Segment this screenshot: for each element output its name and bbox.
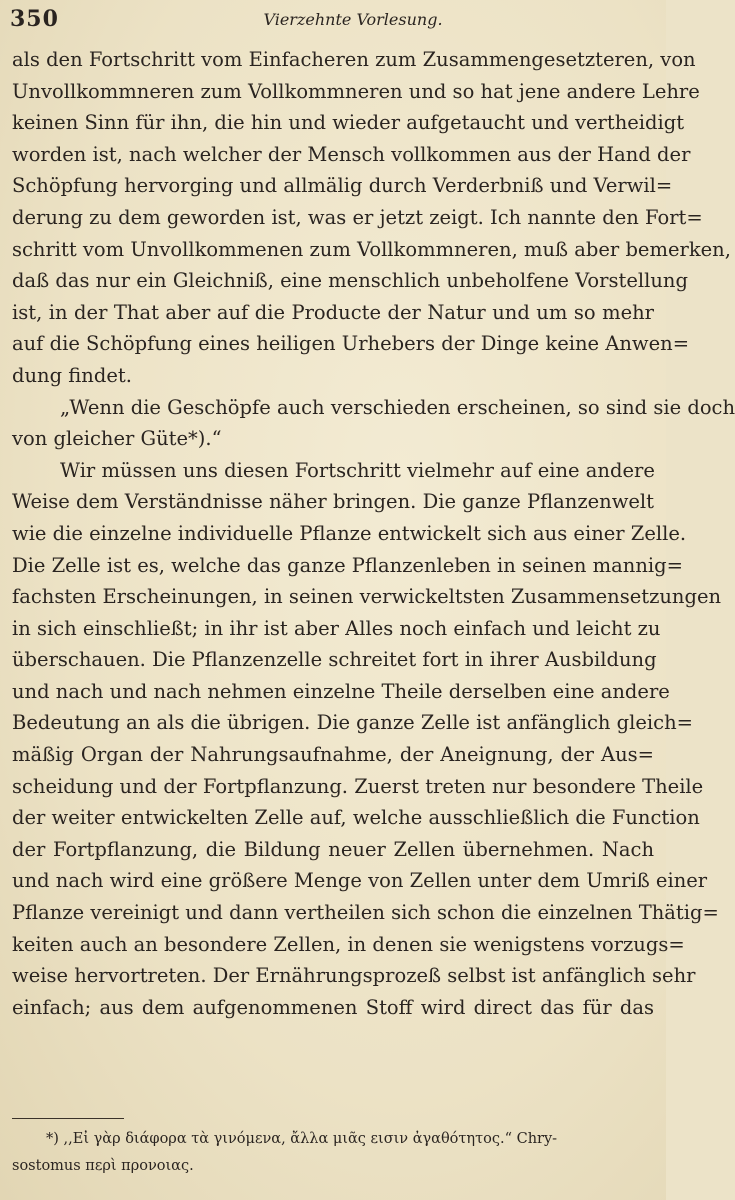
page-number: 350	[10, 6, 59, 32]
text-line: überschauen. Die Pflanzenzelle schreitet fort in ihrer Ausbildung	[12, 648, 657, 672]
text-line: der Fortpflanzung, die Bildung neuer Zellen übernehmen. Nach	[12, 837, 654, 861]
text-line: Unvollkommneren zum Vollkommneren und so hat jene andere Lehre	[12, 79, 700, 103]
text-line: wie die einzelne individuelle Pflanze entwickelt sich aus einer Zelle.	[12, 521, 687, 545]
text-line: von gleicher Güte*).“	[12, 427, 222, 451]
page-header	[10, 6, 656, 32]
text-line: schritt vom Unvollkommenen zum Vollkommneren, muß aber bemerken,	[12, 237, 731, 261]
footnote-line: *) ,,Εἰ γὰρ διάφορα τὰ γινόμενα, ἄλλα μιᾶς εισιν ἀγαθότητος.“ Chry-	[46, 1131, 558, 1147]
text-line: und nach und nach nehmen einzelne Theile derselben eine andere	[12, 679, 670, 703]
text-line: mäßig Organ der Nahrungsaufnahme, der Aneignung, der Aus=	[12, 743, 654, 767]
text-line: in sich einschließt; in ihr ist aber Alles noch einfach und leicht zu	[12, 616, 661, 640]
text-line: auf die Schöpfung eines heiligen Urhebers der Dinge keine Anwen=	[12, 332, 690, 356]
text-line: Pflanze vereinigt und dann vertheilen sich schon die einzelnen Thätig=	[12, 901, 719, 925]
running-head: Vierzehnte Vorlesung.	[263, 10, 443, 29]
text-line: keinen Sinn für ihn, die hin und wieder aufgetaucht und vertheidigt	[12, 111, 685, 135]
text-line: derung zu dem geworden ist, was er jetzt zeigt. Ich nannte den Fort=	[12, 205, 703, 229]
text-line: keiten auch an besondere Zellen, in denen sie wenigstens vorzugs=	[12, 932, 685, 956]
text-line: Die Zelle ist es, welche das ganze Pflanzenleben in seinen mannig=	[12, 553, 683, 577]
text-line: Wir müssen uns diesen Fortschritt vielmehr auf eine andere	[60, 458, 655, 482]
text-line: „Wenn die Geschöpfe auch verschieden erscheinen, so sind sie doch	[60, 395, 735, 419]
footnote-line: sostomus περὶ προνοιας.	[12, 1158, 194, 1174]
text-line: scheidung und der Fortpflanzung. Zuerst treten nur besondere Theile	[12, 774, 704, 798]
text-line: daß das nur ein Gleichniß, eine menschlich unbeholfene Vorstellung	[12, 269, 688, 293]
text-line: Schöpfung hervorging und allmälig durch Verderbniß und Verwil=	[12, 174, 673, 198]
text-line: dung findet.	[12, 363, 132, 387]
text-line: als den Fortschritt vom Einfacheren zum Zusammengesetzteren, von	[12, 48, 696, 71]
text-line: ist, in der That aber auf die Producte der Natur und um so mehr	[12, 300, 654, 324]
footnote-divider	[12, 1118, 124, 1119]
text-line: und nach wird eine größere Menge von Zellen unter dem Umriß einer	[12, 869, 708, 893]
text-line: Weise dem Verständnisse näher bringen. Die ganze Pflanzenwelt	[12, 490, 654, 514]
text-line: Bedeutung an als die übrigen. Die ganze Zelle ist anfänglich gleich=	[12, 711, 693, 735]
text-line: fachsten Erscheinungen, in seinen verwickeltsten Zusammensetzungen	[12, 585, 722, 609]
text-line: der weiter entwickelten Zelle auf, welche ausschließlich die Function	[12, 806, 700, 830]
footnotes	[12, 1126, 654, 1180]
text-line: weise hervortreten. Der Ernährungsprozeß selbst ist anfänglich sehr	[12, 964, 696, 988]
body-text	[12, 44, 735, 1023]
text-line: einfach; aus dem aufgenommenen Stoff wird direct das für das	[12, 995, 654, 1019]
text-line: worden ist, nach welcher der Mensch vollkommen aus der Hand der	[12, 142, 691, 166]
